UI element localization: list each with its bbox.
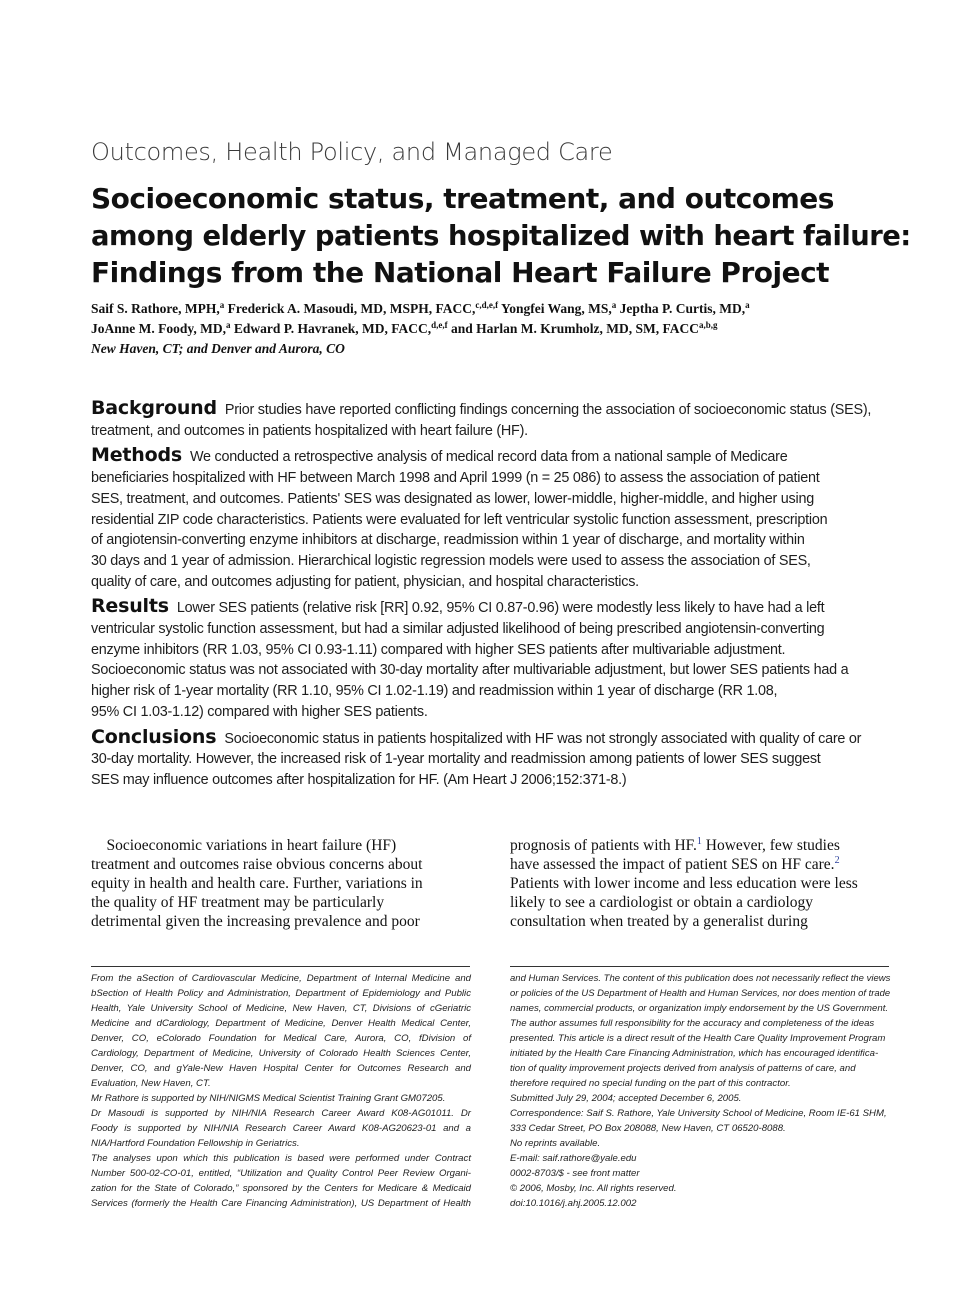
abstract-line: Socioeconomic status was not associated with 30-day mortality after multivariable adjustment, but lower SES patients had a <box>91 662 849 679</box>
body-line: the quality of HF treatment may be particularly <box>91 894 385 911</box>
abstract-conclusions <box>91 727 896 791</box>
footnote-line: NIA/Hartford Foundation Fellowship in Geriatrics. <box>91 1138 300 1149</box>
abstract-line: 30 days and 1 year of admission. Hierarchical logistic regression models were used to assess the association of SES, <box>91 552 811 569</box>
author-location: New Haven, CT; and Denver and Aurora, CO <box>91 341 345 356</box>
footnote-line: names, commercial products, or organization imply endorsement by the US Government. <box>510 1003 889 1014</box>
footnote-line: Evaluation, New Haven, CT. <box>91 1078 211 1089</box>
body-line: detrimental given the increasing prevalence and poor <box>91 913 420 930</box>
body-line: treatment and outcomes raise obvious concerns about <box>91 856 423 873</box>
abstract <box>91 398 896 795</box>
methods-heading: Methods <box>91 444 182 467</box>
footnote-line: © 2006, Mosby, Inc. All rights reserved. <box>510 1183 677 1194</box>
footnote-line: Submitted July 29, 2004; accepted December 6, 2005. <box>510 1093 742 1104</box>
affiliation-mark: a <box>611 300 617 310</box>
body-line: likely to see a cardiologist or obtain a cardiology <box>510 894 814 911</box>
abstract-methods <box>91 445 896 592</box>
abstract-line: enzyme inhibitors (RR 1.03, 95% CI 0.93-1.11) compared with higher SES patients after multivariable adjustment. <box>91 641 786 658</box>
author: Jeptha P. Curtis, MD, <box>616 301 746 316</box>
abstract-line <box>91 398 896 421</box>
abstract-line: ventricular systolic function assessment, but had a similar adjusted likelihood of being prescribed angiotensin-converting <box>91 621 825 638</box>
conclusions-heading: Conclusions <box>91 725 217 748</box>
footnote-line: Health, Yale University School of Medicine, New Haven, CT, Divisions of cGeriatric <box>91 1003 471 1014</box>
email-link[interactable]: E-mail: saif.rathore@yale.edu <box>510 1153 637 1164</box>
abstract-line: beneficiaries hospitalized with HF between March 1998 and April 1999 (n = 25 086) to assess the association of patient <box>91 470 820 487</box>
body-column-left <box>91 836 466 931</box>
affiliation-mark: d,e,f <box>431 320 448 330</box>
abstract-results <box>91 596 896 722</box>
abstract-line <box>91 596 896 619</box>
author-line <box>91 299 911 319</box>
affiliation-mark: a,b,g <box>699 320 718 330</box>
abstract-line: treatment, and outcomes in patients hospitalized with heart failure (HF). <box>91 422 528 439</box>
footnotes-right <box>510 971 890 1211</box>
footnote-line: Medicine and dCardiology, Department of Medicine, Denver Health Medical Center, <box>91 1018 471 1029</box>
body-line <box>510 855 885 874</box>
body-line: Socioeconomic variations in heart failure (HF) <box>91 837 397 854</box>
footnote-line: 333 Cedar Street, PO Box 208088, New Haven, CT 06520-8088. <box>510 1123 786 1134</box>
doi-link[interactable]: doi:10.1016/j.ahj.2005.12.002 <box>510 1198 637 1209</box>
footnote-line: No reprints available. <box>510 1138 601 1149</box>
footnote-line: From the aSection of Cardiovascular Medicine, Department of Internal Medicine and <box>91 973 471 984</box>
title-line: among elderly patients hospitalized with heart failure: <box>91 219 911 252</box>
footnote-line: Denver, CO, eColorado Foundation for Medical Care, Aurora, CO, fDivision of <box>91 1033 471 1044</box>
body-line: Patients with lower income and less education were less <box>510 875 858 892</box>
section-heading: Outcomes, Health Policy, and Managed Care <box>91 138 613 166</box>
abstract-text: Lower SES patients (relative risk [RR] 0.92, 95% CI 0.87-0.96) were modestly less likely to have had a left <box>176 600 825 617</box>
footnote-line: initiated by the Health Care Financing Administration, which has encouraged identifica- <box>510 1048 879 1059</box>
affiliation-mark: c,d,e,f <box>475 300 499 310</box>
footnote-line: Denver, CO, and gYale-New Haven Hospital Center for Outcomes Research and <box>91 1063 471 1074</box>
footnote-line: The analyses upon which this publication is based were performed under Contract <box>91 1153 471 1164</box>
author: JoAnne M. Foody, MD, <box>91 321 226 336</box>
body-text: prognosis of patients with HF. <box>510 837 697 854</box>
abstract-line: SES may influence outcomes after hospitalization for HF. (Am Heart J 2006;152:371-8.) <box>91 771 627 788</box>
footnote-line: Number 500-02-CO-01, entitled, “Utilization and Quality Control Peer Review Organi- <box>91 1168 471 1179</box>
abstract-line: SES, treatment, and outcomes. Patients' SES was designated as lower, lower-middle, higher-middle, and higher using <box>91 490 814 507</box>
reference-link[interactable]: 1 <box>696 836 702 847</box>
abstract-text: Prior studies have reported conflicting findings concerning the association of socioeconomic status (SES), <box>224 402 872 418</box>
author: Frederick A. Masoudi, MD, MSPH, FACC, <box>224 301 476 316</box>
footnote-line: zation for the State of Colorado,” sponsored by the Centers for Medicare & Medicaid <box>91 1183 471 1194</box>
footnote-line: presented. This article is a direct result of the Health Care Quality Improvement Program <box>510 1033 886 1044</box>
author-list <box>91 299 911 359</box>
footnote-line: bSection of Health Policy and Administration, Department of Epidemiology and Public <box>91 988 471 999</box>
footnote-line: or policies of the US Department of Health and Human Services, nor does mention of trade <box>510 988 891 999</box>
background-heading: Background <box>91 397 217 419</box>
abstract-background <box>91 398 896 441</box>
body-text: However, few studies <box>701 837 840 854</box>
footnotes-left <box>91 971 471 1211</box>
abstract-line: quality of care, and outcomes adjusting for patient, physician, and hospital characteristics. <box>91 573 639 590</box>
footnote-line: Cardiology, Department of Medicine, University of Colorado Health Sciences Center, <box>91 1048 471 1059</box>
abstract-line: 95% CI 1.03-1.12) compared with higher SES patients. <box>91 703 428 720</box>
abstract-line: higher risk of 1-year mortality (RR 1.10, 95% CI 1.02-1.19) and readmission within 1 year of discharge (RR 1.08, <box>91 683 778 700</box>
affiliation-mark: a <box>226 320 231 330</box>
footnote-line: Foody is supported by NIH/NIA Research Career Award K08-AG20623-01 and a <box>91 1123 471 1134</box>
footnote-line: Mr Rathore is supported by NIH/NIGMS Medical Scientist Training Grant GM07205. <box>91 1093 446 1104</box>
author: and Harlan M. Krumholz, MD, SM, FACC <box>447 321 700 336</box>
abstract-text: Socioeconomic status in patients hospitalized with HF was not strongly associated with quality of care or <box>224 730 862 747</box>
abstract-text: We conducted a retrospective analysis of medical record data from a national sample of Medicare <box>189 449 788 466</box>
results-heading: Results <box>91 595 169 618</box>
reference-link[interactable]: 2 <box>834 855 840 866</box>
article-title <box>91 180 911 291</box>
footnote-divider <box>510 966 889 967</box>
author: Saif S. Rathore, MPH, <box>91 301 220 316</box>
affiliation-mark: a <box>745 300 750 310</box>
footnote-line: therefore required no special funding on the part of this contractor. <box>510 1078 791 1089</box>
footnote-line: Correspondence: Saif S. Rathore, Yale University School of Medicine, Room IE-61 SHM, <box>510 1108 887 1119</box>
author: Yongfei Wang, MS, <box>498 301 612 316</box>
footnote-line: Dr Masoudi is supported by NIH/NIA Research Career Award K08-AG01011. Dr <box>91 1108 471 1119</box>
abstract-line: of angiotensin-converting enzyme inhibitors at discharge, readmission within 1 year of discharge, and mortality within <box>91 532 805 549</box>
body-column-right <box>510 836 885 931</box>
footnote-line: Services (formerly the Health Care Financing Administration), US Department of Health <box>91 1198 471 1209</box>
affiliation-mark: a <box>219 300 225 310</box>
body-line <box>510 836 885 855</box>
abstract-line: residential ZIP code characteristics. Patients were evaluated for left ventricular systolic function assessment, prescription <box>91 511 828 528</box>
footnote-divider <box>91 966 470 967</box>
abstract-line: 30-day mortality. However, the increased risk of 1-year mortality and readmission among patients of lower SES suggest <box>91 751 821 768</box>
footnote-line: and Human Services. The content of this publication does not necessarily reflect the views <box>510 973 891 984</box>
title-line: Findings from the National Heart Failure Project <box>91 256 830 289</box>
author: Edward P. Havranek, MD, FACC, <box>230 321 432 336</box>
abstract-line <box>91 727 896 750</box>
author-line <box>91 319 911 339</box>
body-line: equity in health and health care. Further, variations in <box>91 875 423 892</box>
footnote-line: tion of quality improvement projects derived from analysis of patterns of care, and <box>510 1063 856 1074</box>
body-text: have assessed the impact of patient SES on HF care. <box>510 856 835 873</box>
footnote-line: 0002-8703/$ - see front matter <box>510 1168 640 1179</box>
abstract-line <box>91 445 896 468</box>
footnote-line: The author assumes full responsibility for the accuracy and completeness of the ideas <box>510 1018 875 1029</box>
title-line: Socioeconomic status, treatment, and outcomes <box>91 182 834 215</box>
body-line: consultation when treated by a generalist during <box>510 913 808 930</box>
